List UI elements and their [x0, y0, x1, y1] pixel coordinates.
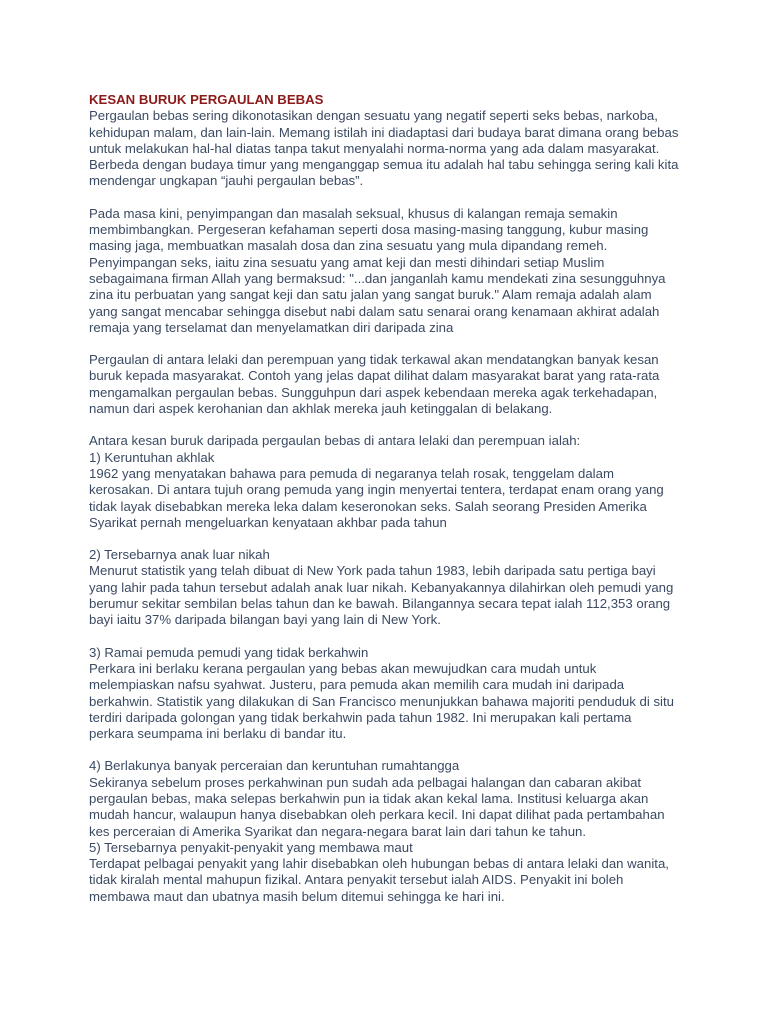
document-page [89, 92, 679, 905]
list-item-heading: 5) Tersebarnya penyakit-penyakit yang membawa maut [89, 839, 413, 855]
list-item-body: Perkara ini berlaku kerana pergaulan yang bebas akan mewujudkan cara mudah untuk melempiaskan nafsu syahwat. Justeru, para pemuda akan memilih cara mudah ini daripada berkahwin. Statistik yang dilakukan di San Francisco menunjukkan bahawa majoriti penduduk di situ terdiri daripada golongan yang tidak berkahwin pada tahun 1982. Ini merupakan kali pertama perkara seumpama ini berlaku di bandar itu. [89, 660, 674, 742]
list-item-3 [89, 645, 679, 743]
list-item-1 [89, 450, 679, 531]
list-item-heading: 3) Ramai pemuda pemudi yang tidak berkahwin [89, 644, 369, 660]
list-item-body: Menurut statistik yang telah dibuat di New York pada tahun 1983, lebih daripada satu pertiga bayi yang lahir pada tahun tersebut adalah anak luar nikah. Kebanyakannya dilahirkan oleh pemudi yang berumur sekitar sembilan belas tahun dan ke bawah. Bilangannya secara tepat ialah 112,353 orang bayi iaitu 37% daripada bilangan bayi yang lain di New York. [89, 563, 674, 628]
list-item-heading: 4) Berlakunya banyak perceraian dan keruntuhan rumahtangga [89, 758, 460, 774]
paragraph-intro: Pergaulan bebas sering dikonotasikan dengan sesuatu yang negatif seperti seks bebas, narkoba, kehidupan malam, dan lain-lain. Memang istilah ini diadaptasi dari budaya barat dimana orang bebas untuk melakukan hal-hal diatas tanpa takut menyalahi norma-norma yang ada dalam masyarakat. Berbeda dengan budaya timur yang menganggap semua itu adalah hal tabu sehingga sering kali kita mendengar ungkapan “jauhi pergaulan bebas”. [89, 108, 679, 189]
list-item-4 [89, 758, 679, 839]
list-item-heading: 2) Tersebarnya anak luar nikah [89, 547, 270, 563]
paragraph-list-intro: Antara kesan buruk daripada pergaulan bebas di antara lelaki dan perempuan ialah: [89, 433, 581, 449]
list-item-5 [89, 840, 679, 905]
paragraph-western-example: Pergaulan di antara lelaki dan perempuan yang tidak terkawal akan mendatangkan banyak kesan buruk kepada masyarakat. Contoh yang jelas dapat dilihat dalam masyarakat barat yang rata-rata mengamalkan pergaulan bebas. Sungguhpun dari aspek kebendaan mereka agak terkehadapan, namun dari aspek kerohanian dan akhlak mereka jauh ketinggalan di belakang. [89, 352, 660, 417]
paragraph-current-issues: Pada masa kini, penyimpangan dan masalah seksual, khusus di kalangan remaja semakin membimbangkan. Pergeseran kefahaman seperti dosa masing-masing tanggung, kubur masing masing jaga, membuatkan masalah dosa dan zina sesuatu yang mula dipandang remeh. Penyimpangan seks, iaitu zina sesuatu yang amat keji dan mesti dihindari setiap Muslim sebagaimana firman Allah yang bermaksud: "...dan janganlah kamu mendekati zina sesungguhnya zina itu perbuatan yang sangat keji dan satu jalan yang sangat buruk." Alam remaja adalah alam yang sangat mencabar sehingga disebut nabi dalam satu senarai orang kenamaan akhirat adalah remaja yang terselamat dan menyelamatkan diri daripada zina [89, 205, 666, 335]
list-item-body: Sekiranya sebelum proses perkahwinan pun sudah ada pelbagai halangan dan cabaran akibat pergaulan bebas, maka selepas berkahwin pun ia tidak akan kekal lama. Institusi keluarga akan mudah hancur, walaupun hanya disebabkan oleh perkara kecil. Ini dapat dilihat pada pertambahan kes perceraian di Amerika Syarikat dan negara-negara barat lain dari tahun ke tahun. [89, 774, 665, 839]
list-item-heading: 1) Keruntuhan akhlak [89, 449, 215, 465]
list-item-2 [89, 547, 679, 628]
list-item-body: Terdapat pelbagai penyakit yang lahir disebabkan oleh hubungan bebas di antara lelaki dan wanita, tidak kiralah mental mahupun fizikal. Antara penyakit tersebut ialah AIDS. Penyakit ini boleh membawa maut dan ubatnya masih belum ditemui sehingga ke hari ini. [89, 856, 669, 904]
list-item-body: 1962 yang menyatakan bahawa para pemuda di negaranya telah rosak, tenggelam dalam kerosakan. Di antara tujuh orang pemuda yang ingin menyertai tentera, terdapat enam orang yang tidak layak disebabkan mereka leka dalam keseronokan seks. Salah seorang Presiden Amerika Syarikat pernah mengeluarkan kenyataan akhbar pada tahun [89, 465, 664, 530]
document-title: KESAN BURUK PERGAULAN BEBAS [89, 92, 324, 107]
